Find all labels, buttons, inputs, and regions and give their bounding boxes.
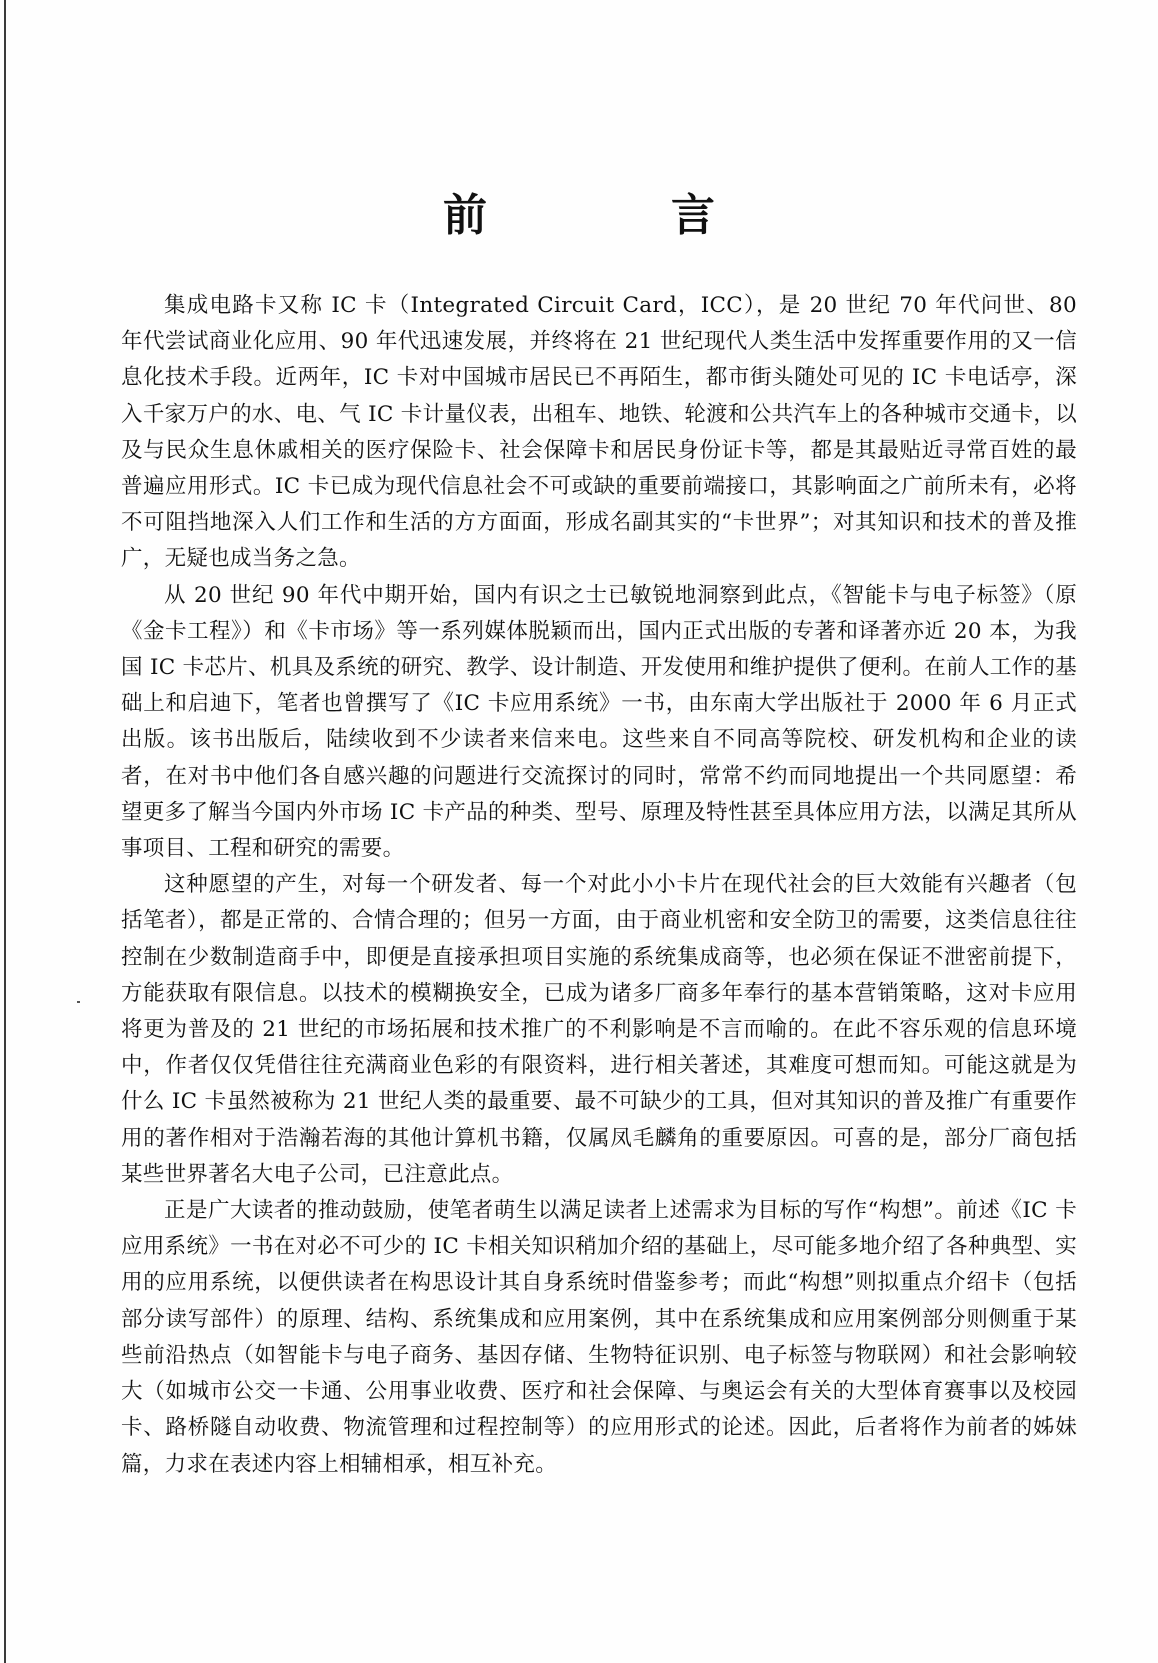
paragraph-2: 从 20 世纪 90 年代中期开始，国内有识之士已敏锐地洞察到此点，《智能卡与电子标签》（原《金卡工程》）和《卡市场》等一系列媒体脱颖而出，国内正式出版的专著和译著亦近 20 本，为我国 IC 卡芯片、机具及系统的研究、教学、设计制造、开发使用和维护提供了便利。在前人工作的基础上和启迪下，笔者也曾撰写了《IC 卡应用系统》一书，由东南大学出版社于 2000 年 6 月正式出版。该书出版后，陆续收到不少读者来信来电。这些来自不同高等院校、研发机构和企业的读者，在对书中他们各自感兴趣的问题进行交流探讨的同时，常常不约而同地提出一个共同愿望：希望更多了解当今国内外市场 IC 卡产品的种类、型号、原理及特性甚至具体应用方法，以满足其所从事项目、工程和研究的需要。 (121, 582, 1077, 862)
preface-body (121, 288, 1077, 1483)
paragraph-1: 集成电路卡又称 IC 卡（Integrated Circuit Card，ICC），是 20 世纪 70 年代问世、80 年代尝试商业化应用、90 年代迅速发展，并终将在 21 世纪现代人类生活中发挥重要作用的又一信息化技术手段。近两年，IC 卡对中国城市居民已不再陌生，都市街头随处可见的 IC 卡电话亭，深入千家万户的水、电、气 IC 卡计量仪表，出租车、地铁、轮渡和公共汽车上的各种城市交通卡，以及与民众生息休戚相关的医疗保险卡、社会保障卡和居民身份证卡等，都是其最贴近寻常百姓的最普遍应用形式。IC 卡已成为现代信息社会不可或缺的重要前端接口，其影响面之广前所未有，必将不可阻挡地深入人们工作和生活的方方面面，形成名副其实的“卡世界”；对其知识和技术的普及推广，无疑也成当务之急。 (121, 293, 1077, 572)
paragraph-4: 正是广大读者的推动鼓励，使笔者萌生以满足读者上述需求为目标的写作“构想”。前述《IC 卡应用系统》一书在对必不可少的 IC 卡相关知识稍加介绍的基础上，尽可能多地介绍了各种典型、实用的应用系统，以便供读者在构思设计其自身系统时借鉴参考；而此“构想”则拟重点介绍卡（包括部分读写部件）的原理、结构、系统集成和应用案例，其中在系统集成和应用案例部分则侧重于某些前沿热点（如智能卡与电子商务、基因存储、生物特征识别、电子标签与物联网）和社会影响较大（如城市公交一卡通、公用事业收费、医疗和社会保障、与奥运会有关的大型体育赛事以及校园卡、路桥隧自动收费、物流管理和过程控制等）的应用形式的论述。因此，后者将作为前者的姊妹篇，力求在表述内容上相辅相承，相互补充。 (121, 1198, 1077, 1477)
scan-speck (77, 1001, 80, 1003)
page-edge-rule (4, 0, 6, 1663)
paragraph-3: 这种愿望的产生，对每一个研发者、每一个对此小小卡片在现代社会的巨大效能有兴趣者（包括笔者），都是正常的、合情合理的；但另一方面，由于商业机密和安全防卫的需要，这类信息往往控制在少数制造商手中，即便是直接承担项目实施的系统集成商等，也必须在保证不泄密前提下，方能获取有限信息。以技术的模糊换安全，已成为诸多厂商多年奉行的基本营销策略，这对卡应用将更为普及的 21 世纪的市场拓展和技术推广的不利影响是不言而喻的。在此不容乐观的信息环境中，作者仅仅凭借往往充满商业色彩的有限资料，进行相关著述，其难度可想而知。可能这就是为什么 IC 卡虽然被称为 21 世纪人类的最重要、最不可缺少的工具，但对其知识的普及推广有重要作用的著作相对于浩瀚若海的其他计算机书籍，仅属凤毛麟角的重要原因。可喜的是，部分厂商包括某些世界著名大电子公司，已注意此点。 (121, 872, 1077, 1187)
page-title: 前 言 (443, 190, 785, 241)
